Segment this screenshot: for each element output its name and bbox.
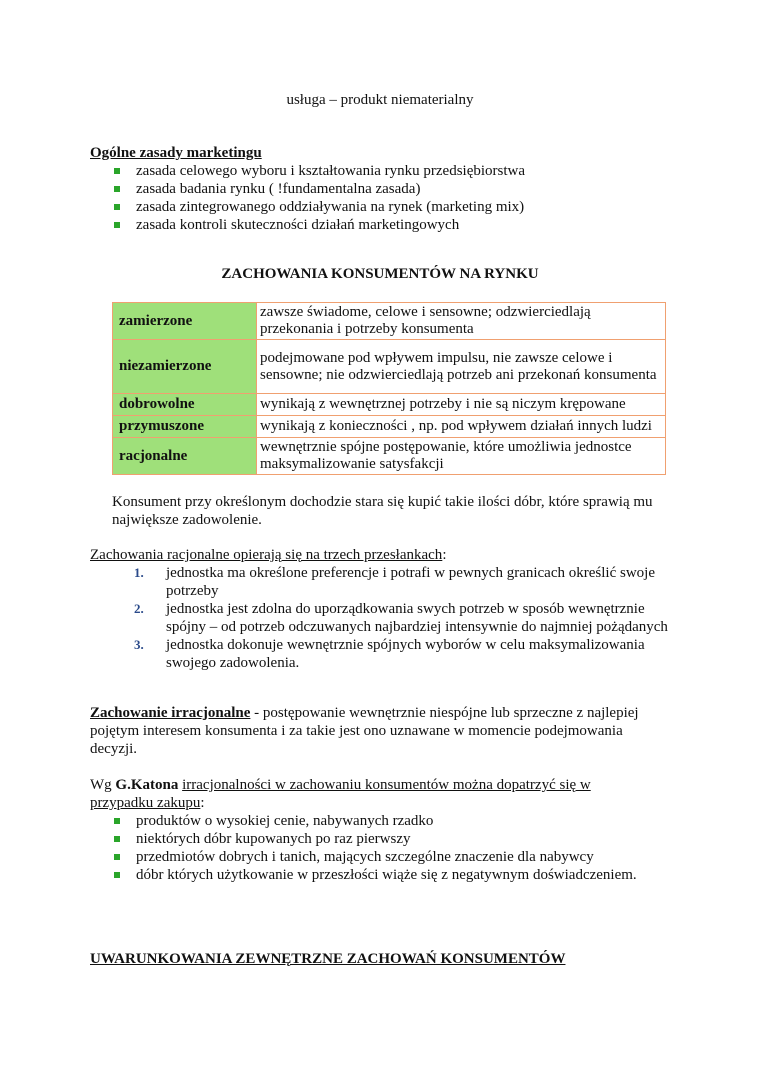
behavior-term: dobrowolne [113, 394, 257, 416]
square-bullet-icon [114, 222, 120, 228]
header-line: usługa – produkt niematerialny [286, 92, 474, 108]
list-item: 3. jednostka dokonuje wewnętrznie spójnych wyborów w celu maksymalizowania swojego zadowolenia. [134, 637, 645, 671]
behavior-term: racjonalne [113, 438, 257, 475]
consumer-behavior-table [112, 302, 666, 475]
square-bullet-icon [114, 818, 120, 824]
consumer-behavior-title: ZACHOWANIA KONSUMENTÓW NA RYNKU [221, 266, 539, 282]
katona-intro: Wg G.Katona irracjonalności w zachowaniu konsumentów można dopatrzyć się w przypadku zakupu: [90, 777, 591, 811]
list-item: zasada zintegrowanego oddziaływania na rynek (marketing mix) [112, 198, 668, 216]
square-bullet-icon [114, 204, 120, 210]
square-bullet-icon [114, 854, 120, 860]
table-row [113, 416, 666, 438]
list-item: zasada badania rynku ( !fundamentalna zasada) [112, 180, 668, 198]
rational-list [90, 564, 670, 672]
behavior-desc: wewnętrznie spójne postępowanie, które umożliwia jednostce maksymalizowanie satysfakcji [257, 438, 666, 475]
list-item: zasada kontroli skuteczności działań marketingowych [112, 216, 668, 234]
general-principles-list [90, 162, 668, 234]
behavior-desc: podejmowane pod wpływem impulsu, nie zawsze celowe i sensowne; nie odzwierciedlają potrzeb ani przekonań konsumenta [257, 340, 666, 394]
list-item: 1. jednostka ma określone preferencje i potrafi w pewnych granicach określić swoje potrzeby [134, 565, 655, 599]
list-item: niektórych dóbr kupowanych po raz pierwszy [112, 830, 650, 848]
consumer-paragraph: Konsument przy określonym dochodzie stara się kupić takie ilości dóbr, które sprawią mu największe zadowolenie. [112, 494, 653, 528]
behavior-term: zamierzone [113, 303, 257, 340]
author-name: G.Katona [115, 777, 179, 793]
table-row [113, 340, 666, 394]
table-row [113, 303, 666, 340]
irrational-definition: - postępowanie wewnętrznie niespójne lub sprzeczne z najlepiej pojętym interesem konsumenta i za takie jest ono uznawane w momencie podejmowania decyzji. [90, 705, 639, 757]
list-item: 2. jednostka jest zdolna do uporządkowania swych potrzeb w sposób wewnętrznie spójny – od potrzeb odczuwanych najbardziej intensywnie do najmniej pożądanych [134, 601, 668, 635]
list-item: produktów o wysokiej cenie, nabywanych rzadko [112, 812, 650, 830]
behavior-term: niezamierzone [113, 340, 257, 394]
table-row [113, 438, 666, 475]
list-item: dóbr których użytkowanie w przeszłości wiąże się z negatywnym doświadczeniem. [112, 866, 650, 884]
katona-section [90, 776, 650, 884]
list-item: zasada celowego wyboru i kształtowania rynku przedsiębiorstwa [112, 162, 668, 180]
behavior-term: przymuszone [113, 416, 257, 438]
square-bullet-icon [114, 186, 120, 192]
rational-heading: Zachowania racjonalne opierają się na trzech przesłankach: [90, 547, 447, 563]
square-bullet-icon [114, 872, 120, 878]
square-bullet-icon [114, 168, 120, 174]
general-principles-heading: Ogólne zasady marketingu [90, 145, 262, 161]
behavior-desc: wynikają z konieczności , np. pod wpływem działań innych ludzi [257, 416, 666, 438]
general-principles-section [90, 144, 668, 234]
list-item: przedmiotów dobrych i tanich, mających szczególne znaczenie dla nabywcy [112, 848, 650, 866]
square-bullet-icon [114, 836, 120, 842]
table-row [113, 394, 666, 416]
behavior-desc: zawsze świadome, celowe i sensowne; odzwierciedlają przekonania i potrzeby konsumenta [257, 303, 666, 340]
irrational-term: Zachowanie irracjonalne [90, 705, 251, 721]
external-factors-heading: UWARUNKOWANIA ZEWNĘTRZNE ZACHOWAŃ KONSUMENTÓW [90, 951, 566, 967]
rational-section [90, 546, 670, 672]
katona-list [90, 812, 650, 884]
irrational-paragraph [90, 704, 664, 758]
behavior-desc: wynikają z wewnętrznej potrzeby i nie są niczym krępowane [257, 394, 666, 416]
